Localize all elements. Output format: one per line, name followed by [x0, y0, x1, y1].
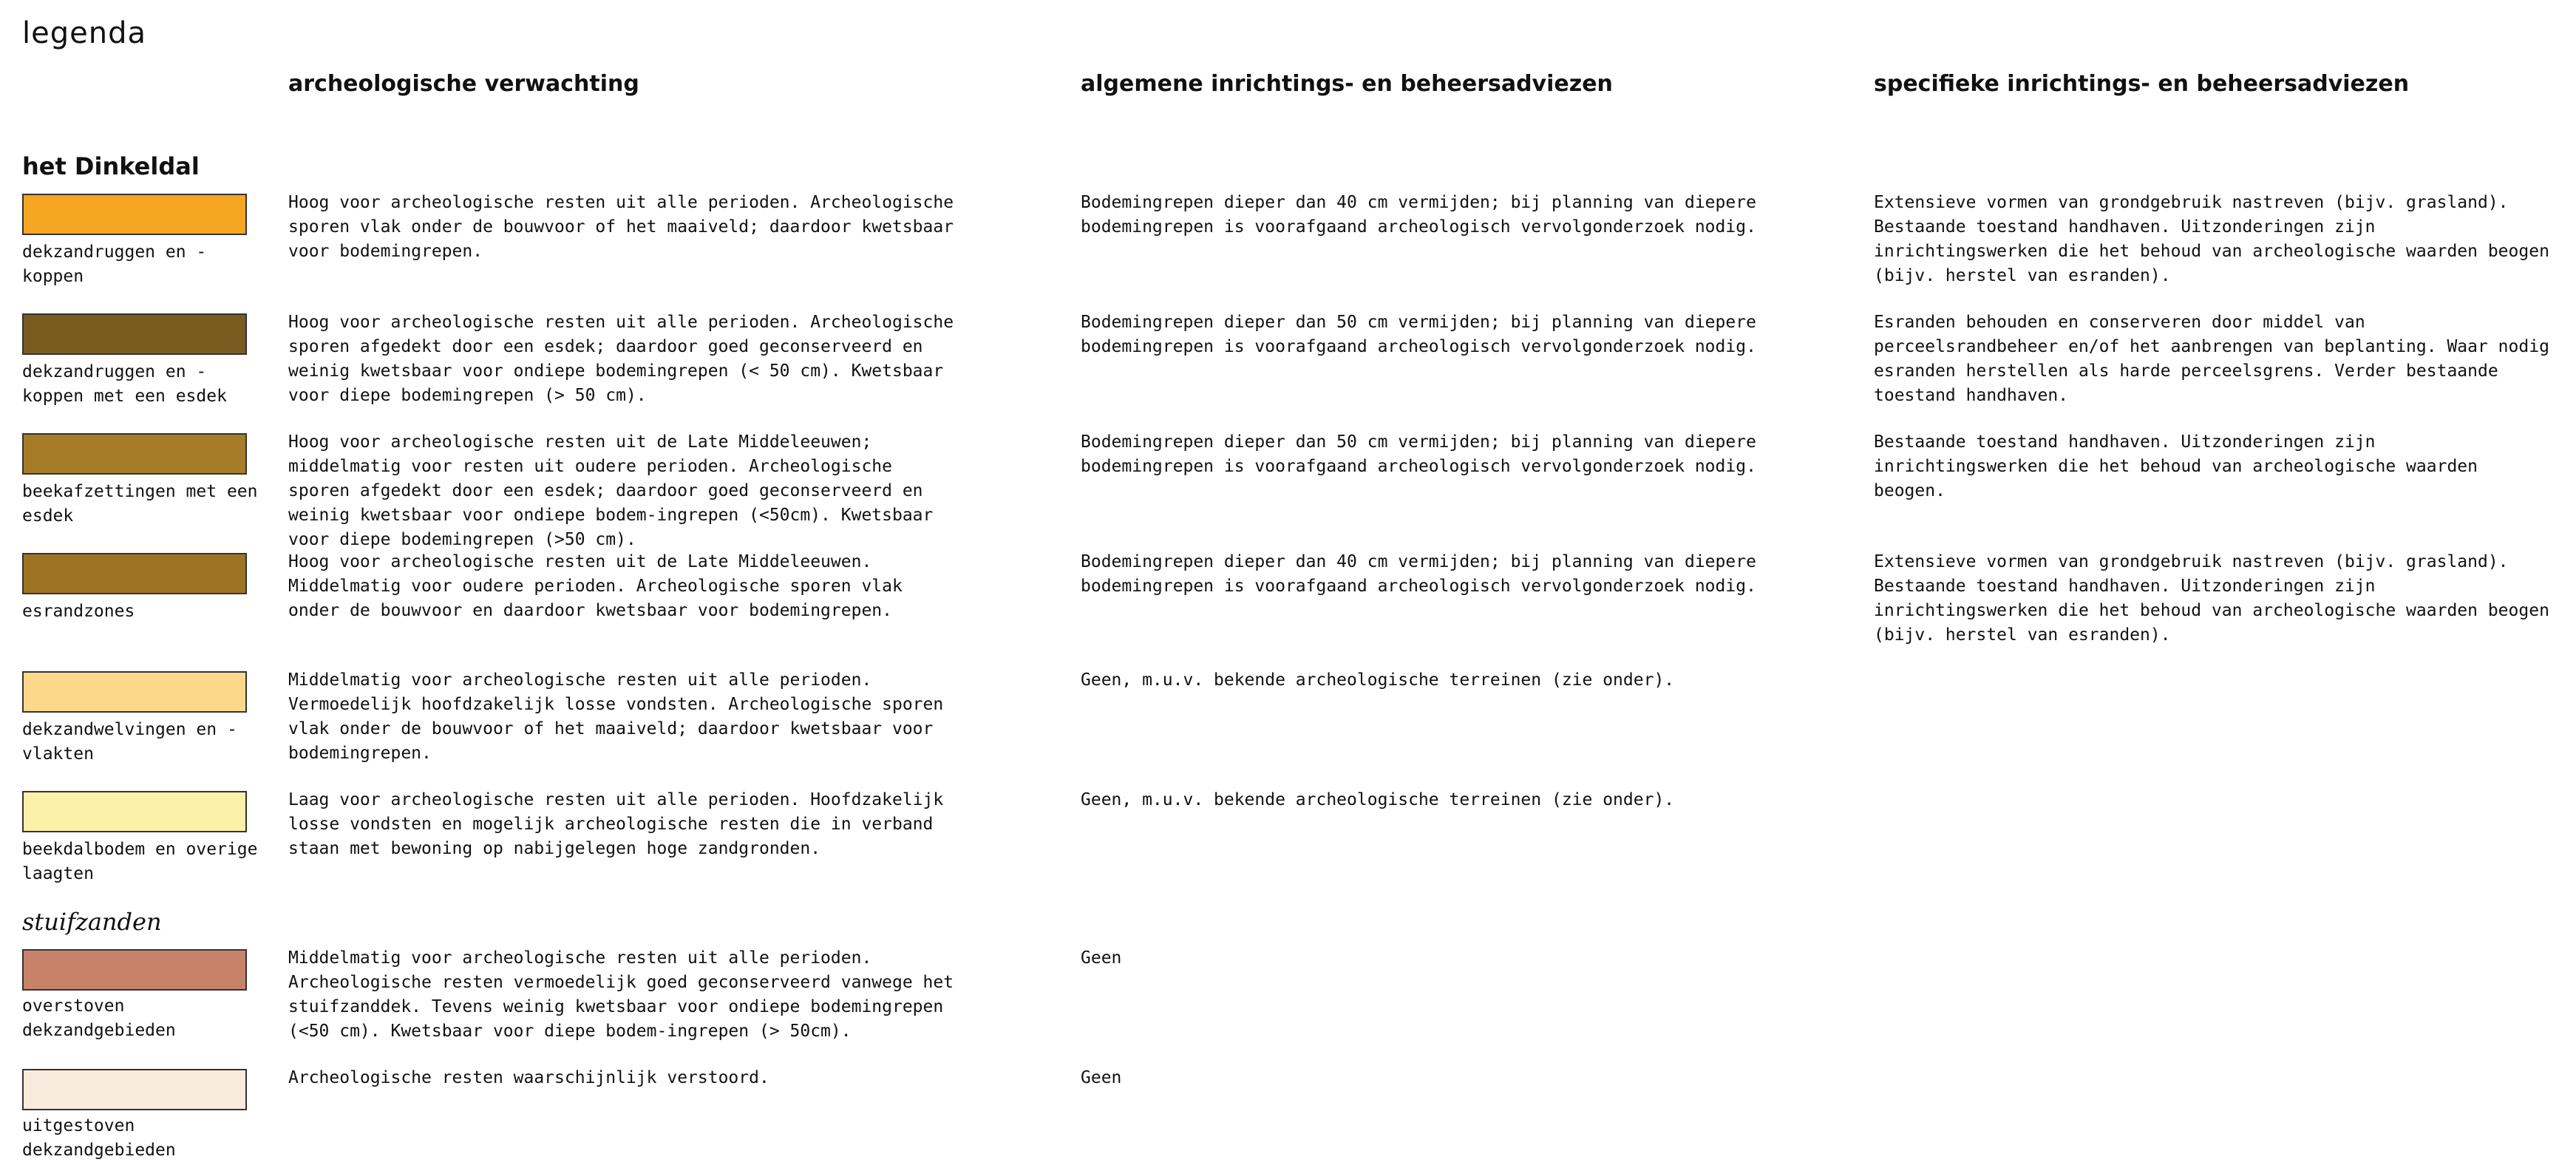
- expectation-text: Hoog voor archeologische resten uit alle perioden. Archeologische sporen vlak onder de bouwvoor of het maaiveld; daardoor kwetsbaar voor bodemingrepen.: [288, 193, 954, 261]
- legend-label: beekdalbodem en overige laagten: [22, 840, 258, 883]
- legend-swatch: [22, 1069, 247, 1110]
- section-heading-dinkeldal: het Dinkeldal: [22, 152, 200, 180]
- expectation-text: Archeologische resten waarschijnlijk verstoord.: [288, 1068, 769, 1087]
- specific-advice-text: Extensieve vormen van grondgebruik nastreven (bijv. grasland). Bestaande toestand handhaven. Uitzonderingen zijn inrichtingswerken die het behoud van archeologische waarden beogen (bijv. herstel van esranden).: [1874, 193, 2549, 285]
- legend-swatch: [22, 313, 247, 355]
- general-advice-text: Bodemingrepen dieper dan 40 cm vermijden; bij planning van diepere bodemingrepen is voorafgaand archeologisch vervolgonderzoek nodig.: [1081, 193, 1756, 237]
- column-header-specific-advice: specifieke inrichtings- en beheersadviezen: [1874, 71, 2410, 97]
- legend-label: dekzandruggen en -koppen: [22, 242, 207, 286]
- specific-advice-text: Bestaande toestand handhaven. Uitzonderingen zijn inrichtingswerken die het behoud van archeologische waarden beogen.: [1874, 432, 2478, 500]
- general-advice-text: Geen: [1081, 1068, 1122, 1087]
- general-advice-text: Geen: [1081, 948, 1122, 968]
- legend-label: dekzandwelvingen en -vlakten: [22, 720, 237, 764]
- column-header-general-advice: algemene inrichtings- en beheersadviezen: [1081, 71, 1613, 97]
- general-advice-text: Geen, m.u.v. bekende archeologische terreinen (zie onder).: [1081, 670, 1675, 690]
- legend-label: beekafzettingen met een esdek: [22, 482, 258, 526]
- legend-swatch: [22, 671, 247, 713]
- column-header-expectation: archeologische verwachting: [288, 71, 639, 97]
- legend-swatch: [22, 553, 247, 594]
- legend-swatch: [22, 791, 247, 832]
- legend-swatch: [22, 194, 247, 235]
- legend-label: uitgestoven dekzandgebieden: [22, 1116, 176, 1160]
- expectation-text: Middelmatig voor archeologische resten uit alle perioden. Vermoedelijk hoofdzakelijk losse vondsten. Archeologische sporen vlak onder de bouwvoor of het maaiveld; daardoor kwetsbaar voor bodemingrepen.: [288, 670, 944, 763]
- legend-title: legenda: [22, 16, 146, 50]
- general-advice-text: Bodemingrepen dieper dan 50 cm vermijden; bij planning van diepere bodemingrepen is voorafgaand archeologisch vervolgonderzoek nodig.: [1081, 432, 1756, 476]
- general-advice-text: Bodemingrepen dieper dan 40 cm vermijden; bij planning van diepere bodemingrepen is voorafgaand archeologisch vervolgonderzoek nodig.: [1081, 552, 1756, 596]
- general-advice-text: Geen, m.u.v. bekende archeologische terreinen (zie onder).: [1081, 790, 1675, 809]
- legend-label: dekzandruggen en -koppen met een esdek: [22, 362, 227, 406]
- legend-label: esrandzones: [22, 602, 135, 621]
- expectation-text: Hoog voor archeologische resten uit de Late Middeleeuwen; middelmatig voor resten uit oudere perioden. Archeologische sporen afgedekt door een esdek; daardoor goed geconserveerd en weinig kwetsbaar voor ondiepe bodem-ingrepen (<50cm). Kwetsbaar voor diepe bodemingrepen (>50 cm).: [288, 432, 934, 549]
- expectation-text: Laag voor archeologische resten uit alle perioden. Hoofdzakelijk losse vondsten en mogelijk archeologische resten die in verband staan met bewoning op nabijgelegen hoge zandgronden.: [288, 790, 944, 858]
- legend-label: overstoven dekzandgebieden: [22, 996, 176, 1040]
- expectation-text: Hoog voor archeologische resten uit alle perioden. Archeologische sporen afgedekt door een esdek; daardoor goed geconserveerd en weinig kwetsbaar voor ondiepe bodemingrepen (< 50 cm). Kwetsbaar voor diepe bodemingrepen (> 50 cm).: [288, 313, 954, 405]
- general-advice-text: Bodemingrepen dieper dan 50 cm vermijden; bij planning van diepere bodemingrepen is voorafgaand archeologisch vervolgonderzoek nodig.: [1081, 313, 1756, 356]
- legend-swatch: [22, 433, 247, 475]
- expectation-text: Hoog voor archeologische resten uit de Late Middeleeuwen. Middelmatig voor oudere perioden. Archeologische sporen vlak onder de bouwvoor en daardoor kwetsbaar voor bodemingrepen.: [288, 552, 903, 620]
- legend-swatch: [22, 949, 247, 991]
- section-heading-stuifzanden: stuifzanden: [22, 908, 162, 936]
- expectation-text: Middelmatig voor archeologische resten uit alle perioden. Archeologische resten vermoedelijk goed geconserveerd vanwege het stuifzanddek. Tevens weinig kwetsbaar voor ondiepe bodemingrepen (<50 cm). Kwetsbaar voor diepe bodem-ingrepen (> 50cm).: [288, 948, 954, 1041]
- specific-advice-text: Esranden behouden en conserveren door middel van perceelsrandbeheer en/of het aanbrengen van beplanting. Waar nodig esranden herstellen als harde perceelsgrens. Verder bestaande toestand handhaven.: [1874, 313, 2549, 405]
- specific-advice-text: Extensieve vormen van grondgebruik nastreven (bijv. grasland). Bestaande toestand handhaven. Uitzonderingen zijn inrichtingswerken die het behoud van archeologische waarden beogen (bijv. herstel van esranden).: [1874, 552, 2549, 645]
